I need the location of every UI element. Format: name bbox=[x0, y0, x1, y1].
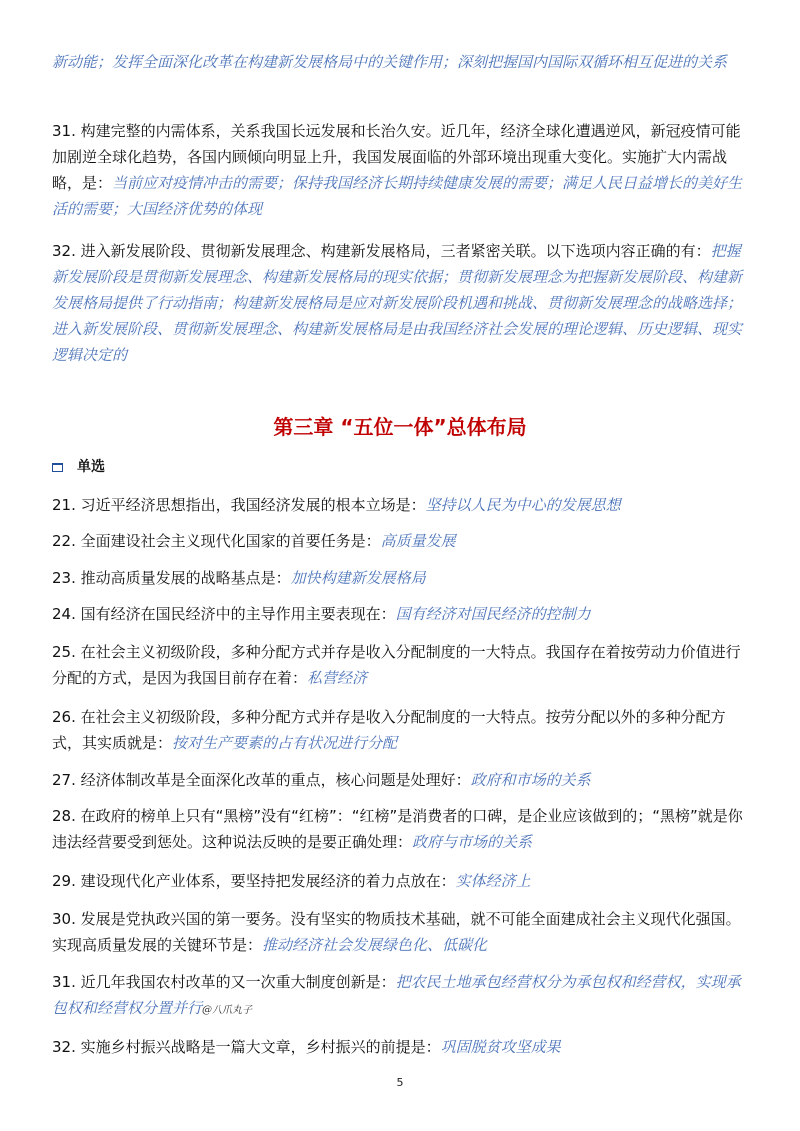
answer-text: 当前应对疫情冲击的需要；保持我国经济长期持续健康发展的需要；满足人民日益增长的美好生活的需要；大国经济优势的体现 bbox=[52, 174, 743, 218]
question-item bbox=[52, 639, 752, 691]
question-text: 21. 习近平经济思想指出，我国经济发展的根本立场是： bbox=[52, 496, 426, 514]
question-item bbox=[52, 565, 752, 591]
question-item bbox=[52, 704, 752, 756]
question-text: 32. 实施乡村振兴战略是一篇大文章，乡村振兴的前提是： bbox=[52, 1038, 441, 1056]
question-text: 28. 在政府的榜单上只有“黑榜”没有“红榜”：“红榜”是消费者的口碑，是企业应该做到的；“黑榜”就是你违法经营要受到惩处。这种说法反映的是要正确处理： bbox=[52, 807, 743, 851]
answer-text: 巩固脱贫攻坚成果 bbox=[440, 1038, 561, 1056]
section-label: 单选 bbox=[77, 459, 105, 475]
answer-text: 加快构建新发展格局 bbox=[290, 569, 426, 587]
question-item bbox=[52, 601, 752, 627]
chapter-title: 第三章 “五位一体”总体布局 bbox=[273, 415, 527, 439]
answer-text: 政府和市场的关系 bbox=[470, 771, 591, 789]
question-item bbox=[52, 767, 752, 793]
answer-text: 把握新发展阶段是贯彻新发展理念、构建新发展格局的现实依据；贯彻新发展理念为把握新发展阶段、构建新发展格局提供了行动指南；构建新发展格局是应对新发展阶段机遇和挑战、贯彻新发展理念的战略选择；进入新发展阶段、贯彻新发展理念、构建新发展格局是由我国经济社会发展的理论逻辑、历史逻辑、现实逻辑决定的 bbox=[52, 242, 743, 364]
question-item bbox=[52, 528, 752, 554]
question-item bbox=[52, 492, 752, 518]
answer-text: 把农民土地承包经营权分为承包权和经营权，实现承包权和经营权分置并行 bbox=[52, 973, 741, 1017]
question-text: 25. 在社会主义初级阶段，多种分配方式并存是收入分配制度的一大特点。我国存在着按劳动力价值进行分配的方式，是因为我国目前存在着： bbox=[52, 643, 741, 687]
answer-text: 坚持以人民为中心的发展思想 bbox=[425, 496, 621, 514]
question-text: 31. 构建完整的内需体系，关系我国长远发展和长治久安。近几年，经济全球化遭遇逆风，新冠疫情可能加剧逆全球化趋势，各国内顾倾向明显上升，我国发展面临的外部环境出现重大变化。实施扩大内需战略，是： bbox=[52, 122, 741, 192]
question-item bbox=[52, 868, 752, 894]
continued-answer bbox=[52, 49, 752, 75]
question-text: 29. 建设现代化产业体系，要坚持把发展经济的着力点放在： bbox=[52, 872, 456, 890]
question-text: 23. 推动高质量发展的战略基点是： bbox=[52, 569, 291, 587]
question-text: 32. 进入新发展阶段、贯彻新发展理念、构建新发展格局，三者紧密关联。以下选项内容正确的有： bbox=[52, 242, 711, 260]
watermark: @八爪丸子 bbox=[202, 1005, 253, 1016]
question-text: 30. 发展是党执政兴国的第一要务。没有坚实的物质技术基础，就不可能全面建成社会主义现代化强国。实现高质量发展的关键环节是： bbox=[52, 910, 741, 954]
question-text: 26. 在社会主义初级阶段，多种分配方式并存是收入分配制度的一大特点。按劳分配以外的多种分配方式，其实质就是： bbox=[52, 708, 726, 752]
question-text: 31. 近几年我国农村改革的又一次重大制度创新是： bbox=[52, 973, 396, 991]
section-heading bbox=[52, 456, 105, 478]
question-item bbox=[52, 803, 752, 855]
question-text: 27. 经济体制改革是全面深化改革的重点，核心问题是处理好： bbox=[52, 771, 471, 789]
answer-text: 推动经济社会发展绿色化、低碳化 bbox=[262, 936, 488, 954]
book-icon bbox=[52, 463, 63, 472]
question-item bbox=[52, 1034, 752, 1060]
question-text: 24. 国有经济在国民经济中的主导作用主要表现在： bbox=[52, 605, 396, 623]
answer-text: 实体经济上 bbox=[455, 872, 531, 890]
answer-text: 高质量发展 bbox=[380, 532, 456, 550]
answer-text: 私营经济 bbox=[307, 669, 368, 687]
answer-text: 按对生产要素的占有状况进行分配 bbox=[172, 734, 398, 752]
question-item bbox=[52, 969, 752, 1024]
question-item bbox=[52, 118, 752, 222]
answer-text: 新动能；发挥全面深化改革在构建新发展格局中的关键作用；深刻把握国内国际双循环相互促进的关系 bbox=[52, 53, 728, 71]
question-item bbox=[52, 906, 752, 958]
question-text: 22. 全面建设社会主义现代化国家的首要任务是： bbox=[52, 532, 381, 550]
page-number: 5 bbox=[396, 1076, 404, 1089]
answer-text: 政府与市场的关系 bbox=[412, 833, 533, 851]
question-item bbox=[52, 238, 752, 368]
answer-text: 国有经济对国民经济的控制力 bbox=[395, 605, 591, 623]
